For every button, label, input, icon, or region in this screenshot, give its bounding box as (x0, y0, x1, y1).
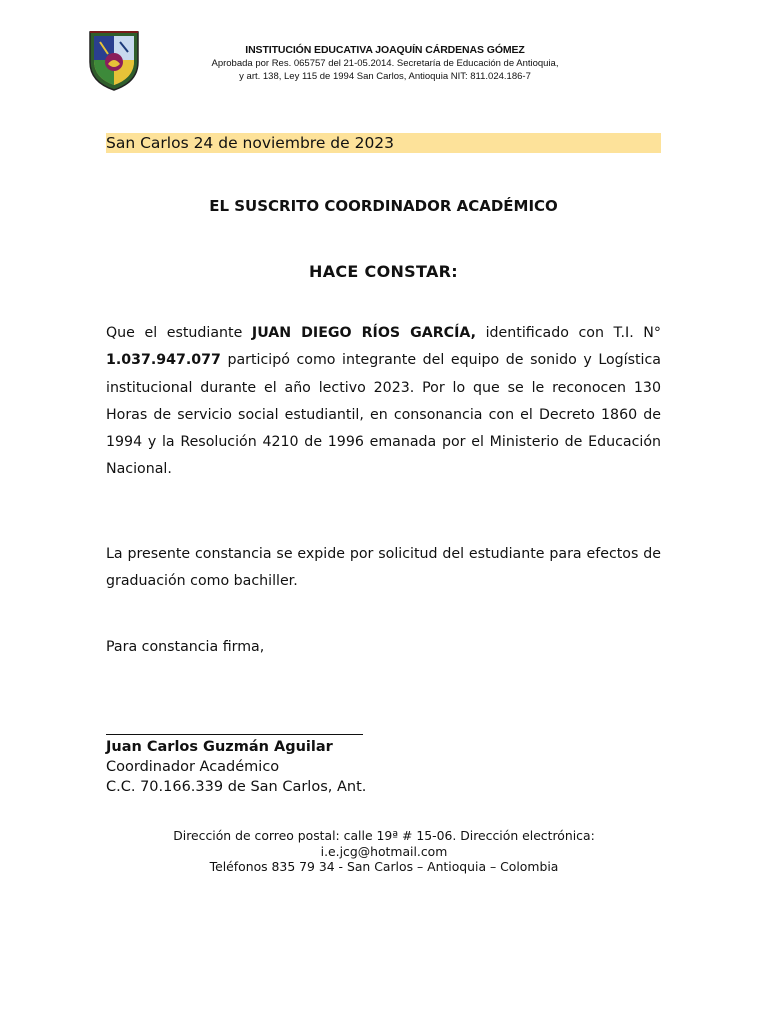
approval-line-2: y art. 138, Ley 115 de 1994 San Carlos, Antioquia NIT: 811.024.186-7 (239, 71, 531, 82)
document-title: EL SUSCRITO COORDINADOR ACADÉMICO (209, 197, 558, 215)
signer-role: Coordinador Académico (106, 759, 280, 775)
student-id: 1.037.947.077 (106, 352, 221, 369)
footer-phone: Teléfonos 835 79 34 - San Carlos – Antioquia – Colombia (209, 859, 559, 874)
signer-id: C.C. 70.166.339 de San Carlos, Ant. (106, 779, 367, 795)
closing-line: Para constancia firma, (106, 639, 265, 655)
school-crest-logo (86, 28, 142, 92)
p1-id-text: identificado con T.I. N° (476, 325, 661, 341)
footer-email: i.e.jcg@hotmail.com (320, 843, 448, 859)
p1-intro: Que el estudiante (106, 325, 252, 341)
document-date: San Carlos 24 de noviembre de 2023 (106, 133, 661, 153)
signature-line (106, 734, 363, 735)
document-subtitle: HACE CONSTAR: (309, 262, 458, 281)
purpose-paragraph: La presente constancia se expide por solicitud del estudiante para efectos de graduación como bachiller. (106, 546, 661, 590)
approval-line-1: Aprobada por Res. 065757 del 21-05.2014. Secretaría de Educación de Antioquia, (211, 58, 559, 69)
footer (120, 828, 648, 875)
certification-paragraph (106, 320, 661, 484)
footer-address: Dirección de correo postal: calle 19ª # 15-06. Dirección electrónica: (173, 828, 595, 843)
signature-block (106, 737, 366, 797)
signer-name: Juan Carlos Guzmán Aguilar (106, 739, 333, 755)
student-name: JUAN DIEGO RÍOS GARCÍA, (251, 325, 476, 341)
institution-name: INSTITUCIÓN EDUCATIVA JOAQUÍN CÁRDENAS GÓMEZ (245, 44, 525, 56)
p1-rest: participó como integrante del equipo de sonido y Logística institucional durante el año lectivo 2023. Por lo que se le reconocen 130 Horas de servicio social estudiantil, en consonancia con el Decreto 1860 de 1994 y la Resolución 4210 de 1996 emanada por el Ministerio de Educación Nacional. (106, 352, 661, 478)
letterhead (150, 44, 620, 82)
